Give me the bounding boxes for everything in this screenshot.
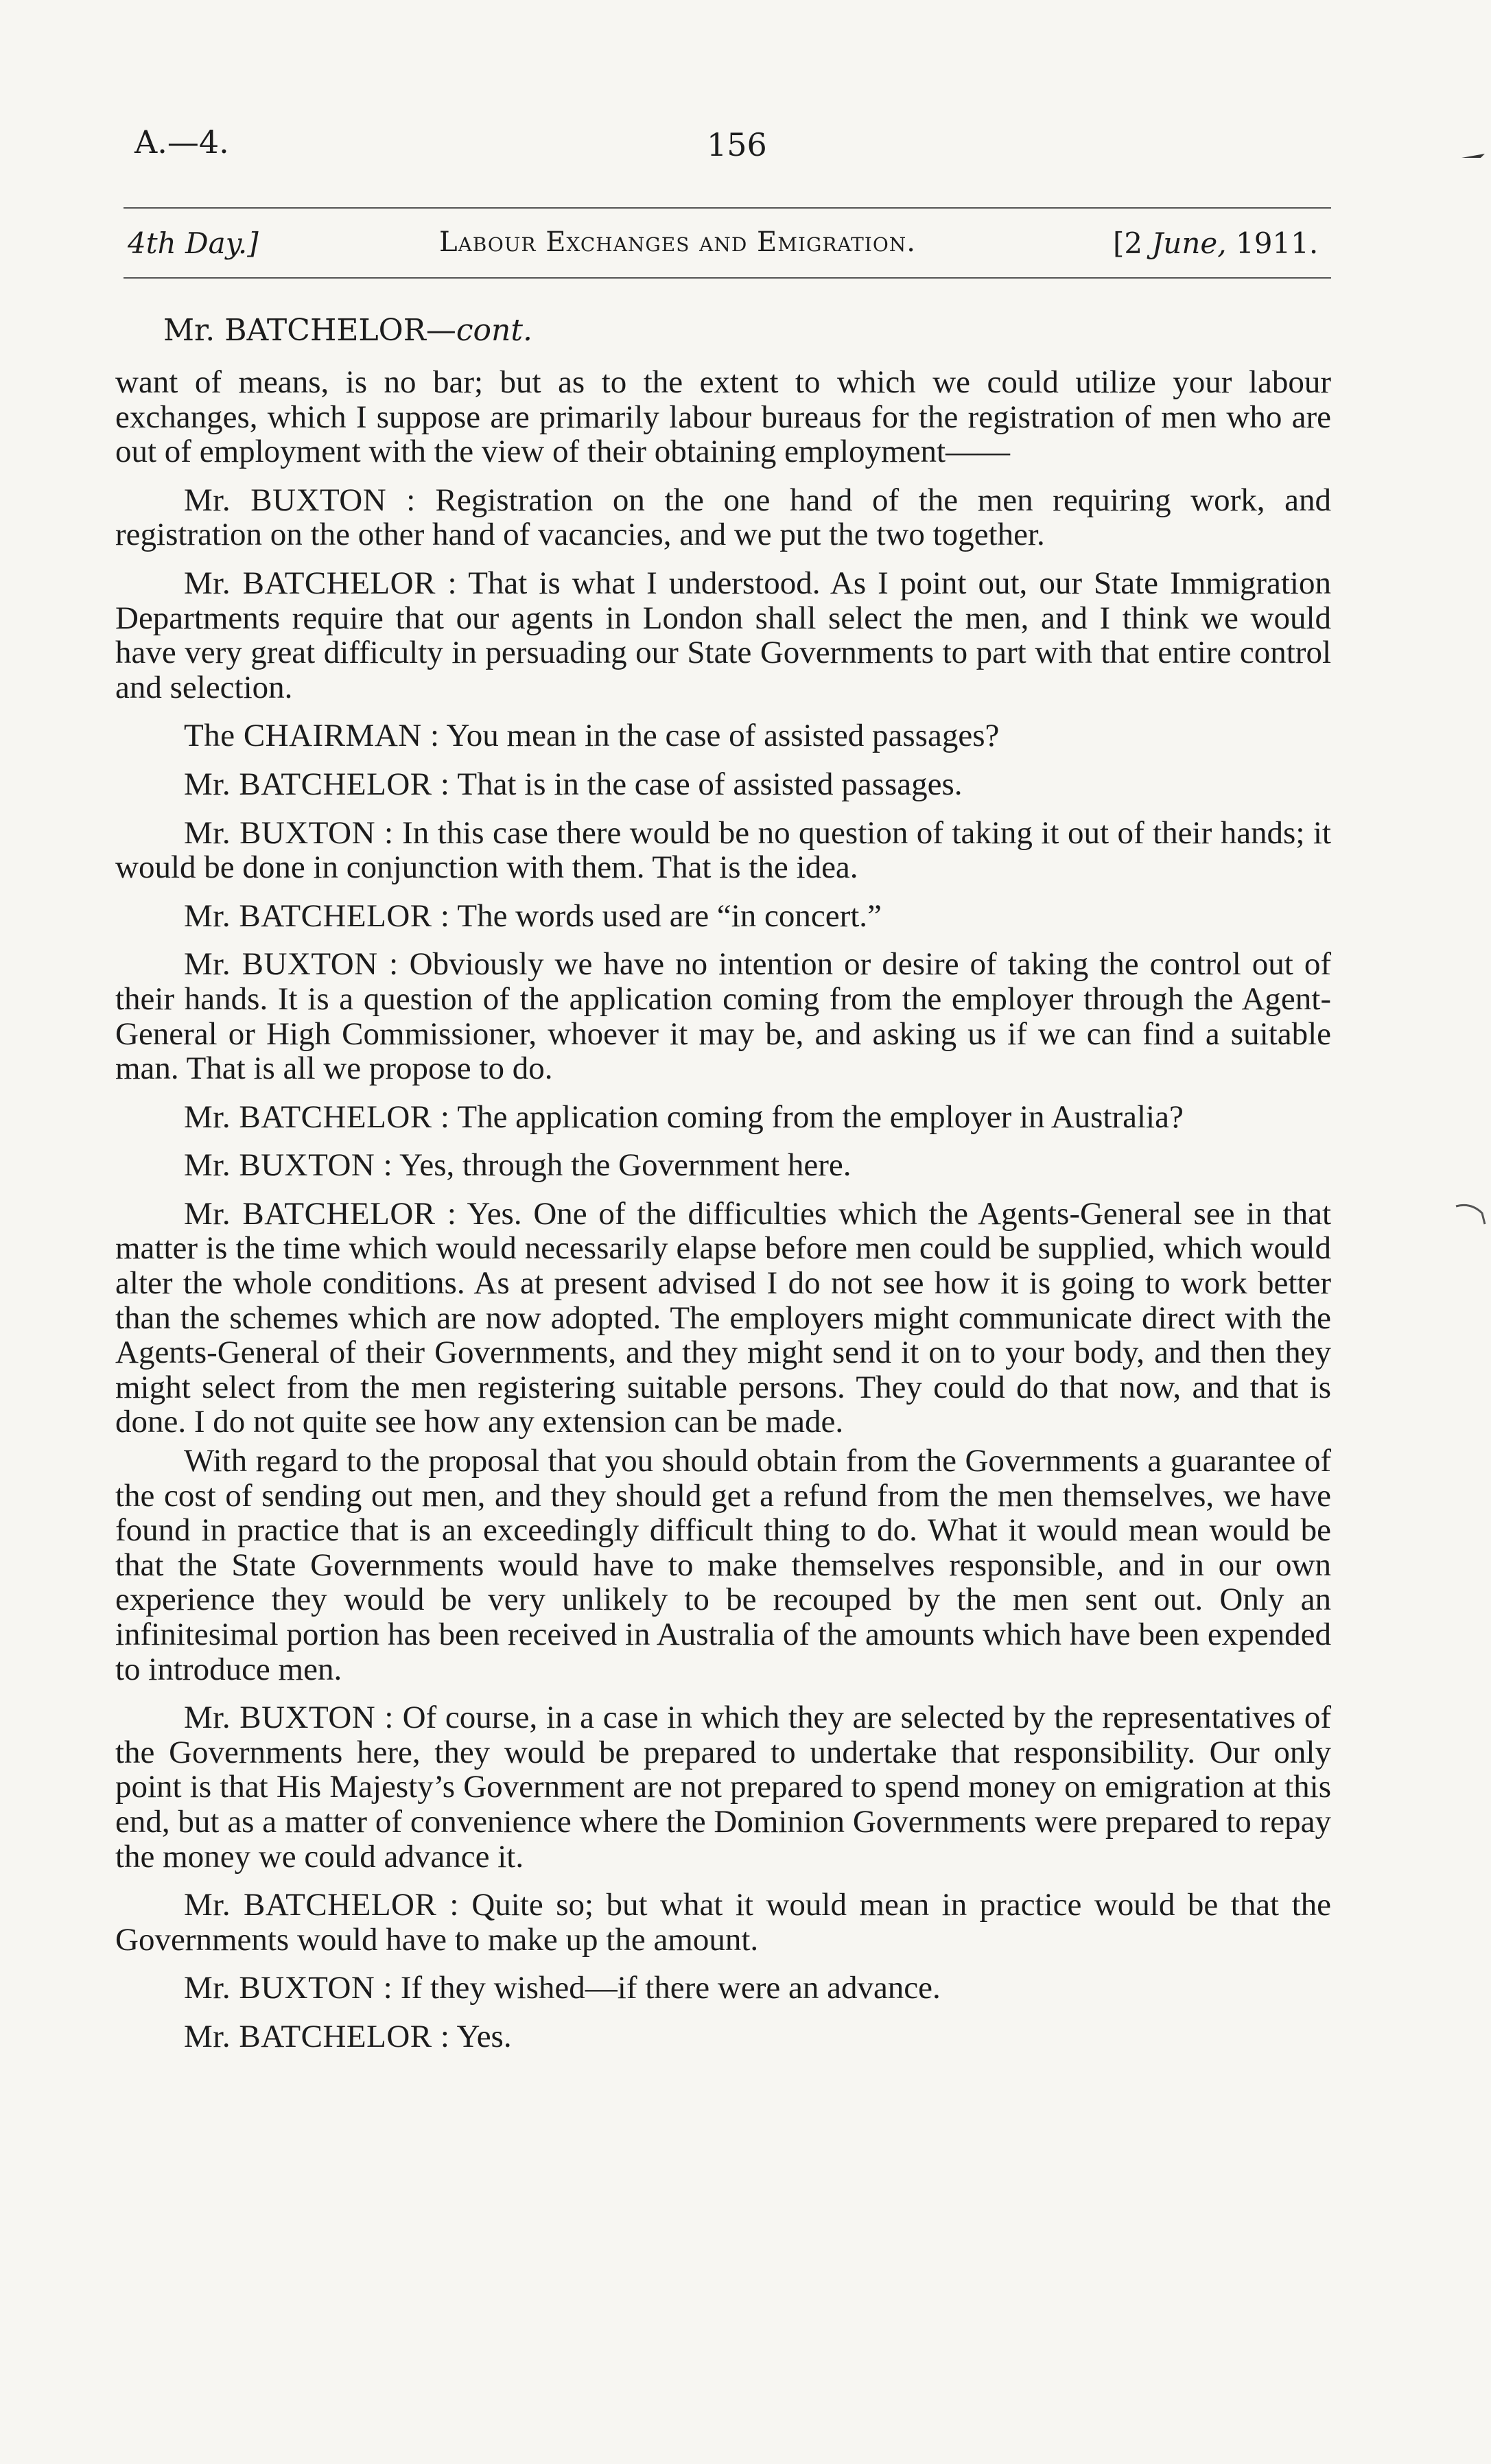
paragraph	[115, 1444, 1331, 1687]
paragraph	[115, 947, 1331, 1086]
speaker-name: Mr. BATCHELOR :	[184, 565, 458, 601]
continued-note: cont.	[456, 313, 532, 348]
paragraph	[115, 1971, 1331, 2006]
paragraph-text: The words used are “in concert.”	[449, 897, 882, 934]
paragraph-text: Quite so; but what it would mean in practice would be that the Governments would have to make up the amount.	[115, 1887, 1331, 1958]
paragraph	[115, 1888, 1331, 1957]
paragraph	[115, 767, 1331, 802]
page-number: 156	[707, 126, 767, 163]
speaker-name: Mr. BATCHELOR :	[184, 897, 450, 934]
speaker-name: Mr. BUXTON :	[184, 1970, 393, 2006]
paragraph	[115, 566, 1331, 705]
paragraph-text: Yes, through the Government here.	[392, 1147, 852, 1184]
header-rule-top	[124, 207, 1331, 209]
paragraph-text: In this case there would be no question of taking it out of their hands; it would be done in conjunction with them. That is the idea.	[115, 814, 1331, 886]
header-day: 4th Day.]	[128, 226, 259, 260]
paragraph	[115, 1197, 1331, 1440]
margin-mark-icon	[1460, 150, 1488, 162]
paragraph-text: That is what I understood. As I point out, our State Immigration Departments require that our agents in London shall select the men, and I think we would have very great difficulty in persuading our State Governments to part with that entire control and selection.	[115, 565, 1331, 705]
header-date-year: 1911.	[1226, 226, 1319, 260]
paragraph-text: If they wished—if there were an advance.	[392, 1970, 941, 2006]
speaker-name: Mr. BATCHELOR :	[184, 1099, 450, 1135]
paragraph-text: Yes. One of the difficulties which the Agents-General see in that matter is the time which would necessarily elapse before men could be supplied, which would alter the whole conditions. As at present advised I do not see how it is going to work better than the schemes which are now adopted. The employers might communicate direct with the Agents-General of their Governments, and they might send it on to your body, and then they might select from the men registering suitable persons. They could do that now, and that is done. I do not quite see how any extension can be made.	[115, 1195, 1331, 1440]
speaker-name: The CHAIRMAN :	[184, 718, 440, 754]
paragraph	[115, 1148, 1331, 1183]
paragraph	[115, 365, 1331, 469]
header-date-month: June,	[1151, 226, 1227, 260]
paragraph	[115, 1100, 1331, 1135]
paragraph-text: Registration on the one hand of the men requiring work, and registration on the other hand of vacancies, and we put the two together.	[115, 482, 1332, 553]
paragraph	[115, 1700, 1331, 1874]
speaker-name: Mr. BATCHELOR :	[184, 1195, 457, 1232]
page-reference: A.—4.	[134, 124, 229, 161]
speaker-name: Mr. BUXTON :	[184, 946, 399, 983]
continued-speaker-name: Mr. BATCHELOR—	[163, 313, 456, 348]
paragraph-text: Of course, in a case in which they are selected by the representatives of the Governments here, they would be prepared to undertake that responsibility. Our only point is that His Majesty’s Government are not prepared to spend money on emigration at this end, but as a matter of convenience where the Dominion Governments were prepared to repay the money we could advance it.	[115, 1700, 1332, 1875]
speaker-name: Mr. BATCHELOR :	[184, 766, 450, 802]
speaker-name: Mr. BUXTON :	[184, 814, 394, 851]
paragraph-text: The application coming from the employer in Australia?	[449, 1099, 1184, 1135]
paragraph	[115, 483, 1331, 552]
paragraph	[115, 899, 1331, 934]
paragraph	[115, 816, 1331, 885]
header-date-prefix: [2	[1113, 226, 1152, 260]
speaker-name: Mr. BATCHELOR :	[184, 1887, 459, 1923]
header-rule-bottom	[124, 277, 1331, 279]
header-title: Labour Exchanges and Emigration.	[439, 226, 916, 258]
margin-mark-icon	[1455, 1201, 1489, 1228]
speaker-name: Mr. BUXTON :	[184, 1147, 393, 1184]
paragraph-text: Obviously we have no intention or desire of taking the control out of their hands. It is a question of the application coming from the employer through the Agent-General or High Commissioner, whoever it may be, and asking us if we can find a suitable man. That is all we propose to do.	[115, 946, 1331, 1087]
speaker-name: Mr. BUXTON :	[184, 482, 416, 518]
paragraph	[115, 718, 1331, 753]
continued-speaker	[163, 313, 532, 348]
paragraph-text: want of means, is no bar; but as to the extent to which we could utilize your labour exchanges, which I suppose are primarily labour bureaus for the registration of men who are out of employment with the view of their obtaining employment——	[115, 364, 1331, 470]
speaker-name: Mr. BATCHELOR :	[184, 2018, 450, 2054]
speaker-name: Mr. BUXTON :	[184, 1700, 394, 1736]
header-date	[1113, 226, 1318, 260]
paragraph-text: With regard to the proposal that you should obtain from the Governments a guarantee of the cost of sending out men, and they should get a refund from the men themselves, we have found in practice that is an exceedingly difficult thing to do. What it would mean would be that the State Governments would have to make themselves responsible, and in our own experience they would be very unlikely to be recouped by the men sent out. Only an infinitesimal portion has been received in Australia of the amounts which have been expended to introduce men.	[115, 1443, 1331, 1687]
paragraph-text: That is in the case of assisted passages.	[449, 766, 963, 802]
paragraph-text: You mean in the case of assisted passages?	[439, 718, 1000, 754]
paragraph-text: Yes.	[449, 2018, 512, 2054]
transcript-body	[115, 365, 1331, 2068]
paragraph	[115, 2019, 1331, 2054]
